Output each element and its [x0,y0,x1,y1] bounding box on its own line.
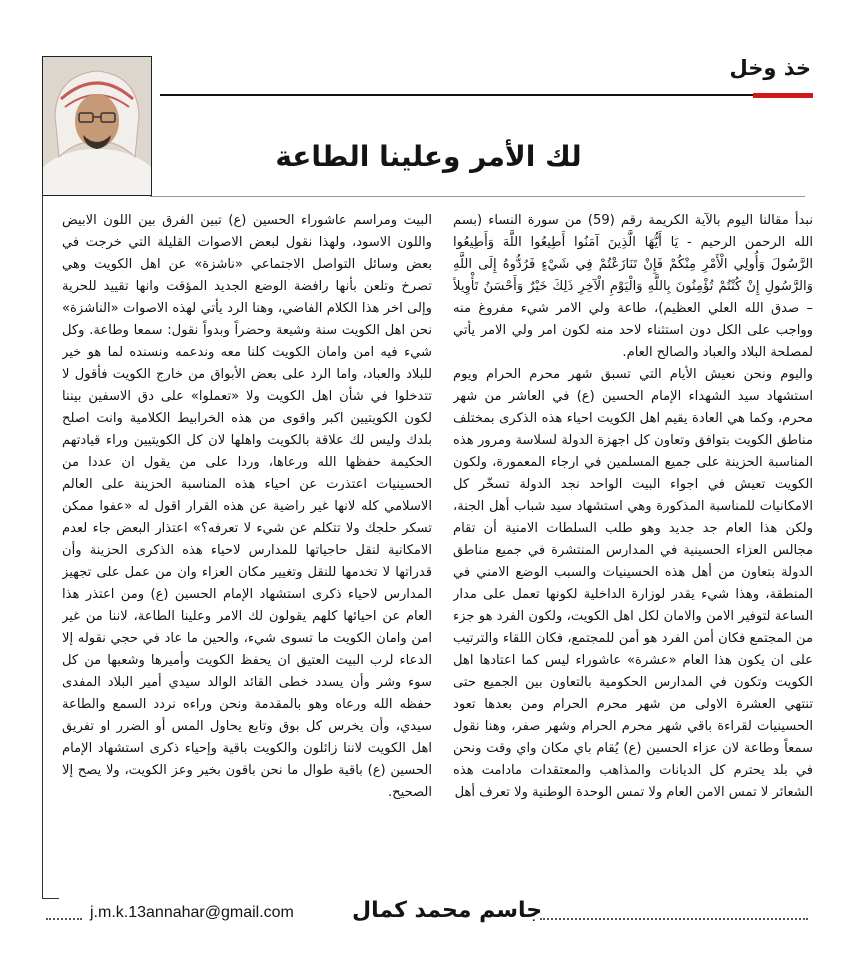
author-photo [42,56,152,196]
paragraph: واليوم ونحن نعيش الأيام التي تسبق شهر محرم الحرام ويوم استشهاد سيد الشهداء الإمام الحسين (ع) في العاشر من شهر محرم، وكما هي العادة يقيم اهل الكويت احياء هذه الذكرى بمختلف مناطق الكويت بتوافق وتعاون كل اجهزة الدولة لسلاسة ومرور هذه المناسبة الحزينة على جميع المسلمين في ارجاء المعمورة، ولكون الكويت تعيش في اجواء البيت الواحد نجد الدولة تسخّر كل الامكانيات للمناسبة المذكورة وهي استشهاد سيد شباب أهل الجنة، ولكن هذا العام جد جديد وهو طلب السلطات الامنية أن تقام مجالس العزاء الحسينية في المدارس المنتشرة في جميع مناطق الدولة بتعاون من أهل هذه الحسينيات والسبب الوضع الامني في المنطقة، وهذا شيء يقدر لوزارة الداخلية لكونها تعمل على مدار الساعة لتوفير الامن والامان لكل اهل الكويت، ولكون الفرد هو جزء من المجتمع فكان أمن الفرد هو أمن للمجتمع، فكان اللقاء والترتيب على ان يكون هذا العام «عشرة» عاشوراء ليس كما اعتادها اهل الكويت وتكون في المدارس الحكومية بالتعاون بين الجميع حتى تنتهي العشرة الاولى من شهر محرم الحرام ومن بعدها تعود الحسينيات لقراءة باقي شهر محرم الحرام وشهر صفر، وهنا نقول سمعاً وطاعة لان عزاء الحسين (ع) يُقام باي مكان واي وقت ونحن في بلد يحترم كل الديانات والمذاهب والمعتقدات مادامت هذه الشعائر لا تمس الامن العام ولا تمس الوحدة الوطنية ولا تعرف أهل [453,367,813,800]
author-name: جاسم محمد كمال [352,898,543,923]
article-column-left [62,210,432,880]
section-accent-bar [753,93,813,98]
frame-border-top [150,196,805,197]
dotted-rule [46,918,82,920]
headline: لك الأمر وعلينا الطاعة [275,140,582,173]
article-column-right [453,210,813,880]
section-rule [160,94,753,96]
paragraph: نبدأ مقالنا اليوم بالآية الكريمة رقم (59) من سورة النساء (بسم الله الرحمن الرحيم - يَا أَيُّهَا الَّذِينَ آمَنُوا أَطِيعُوا اللَّهَ وَأَطِيعُوا الرَّسُولَ وَأُولِي الْأَمْرِ مِنْكُمْ فَإِنْ تَنَازَعْتُمْ فِي شَيْءٍ فَرُدُّوهُ إِلَى اللَّهِ وَالرَّسُولِ إِنْ كُنْتُمْ تُؤْمِنُونَ بِاللَّهِ وَالْيَوْمِ الْآخِرِ ذَلِكَ خَيْرٌ وَأَحْسَنُ تَأْوِيلاً – صدق الله العلي العظيم)، طاعة ولي الامر شيء مفروغ منه وواجب على الكل دون استثناء لاحد منه لكون امر ولي الامر يأتي لمصلحة البلاد والعباد والصالح العام. [453,213,813,360]
frame-border-bottom [42,898,59,899]
paragraph: البيت ومراسم عاشوراء الحسين (ع) تبين الفرق بين اللون الابيض واللون الاسود، ولهذا نقول لبعض الاصوات القليلة التي خرجت في بعض وسائل التواصل الاجتماعي «ناشزة» عن اهل الكويت وهي تصرخ وتلعن بأنها رافضة الوضع الجديد المؤقت وانها تقييد للحرية وإلى اخر هذا الكلام الفاضي، وهنا الرد يأتي لهذه الاصوات «الناشزة» نحن اهل الكويت سنة وشيعة وحضراً وبدواً نقول: سمعا وطاعة. وكل شيء فيه امن وامان الكويت كلنا معه وندعمه ونسنده لما هو خير للبلاد والعباد، واما الرد على بعض الأبواق من خارج الكويت فأقول لا تتدخلوا في شأن اهل الكويت ولا «تعملوا» على دق الاسفين بيننا لكون الكويتيين اكبر واقوى من هذه الخرابيط الكلامية وانت اصلح بلدك وليس لك علاقة بالكويت واهلها لان كل الكويتيين وراء قيادتهم الحكيمة حفظها الله ورعاها، وردا على من يقول ان عددا من الحسينيات اعتذرت عن احياء هذه المناسبة الحزينة على العالم الاسلامي كله لانها غير راضية عن هذه القرار اقول له «عفوا ممكن تسكر حلجك ولا تتكلم عن شيء لا تعرفه؟» اعتذار البعض جاء لعدم الامكانية لنقل حاجياتها للمدارس لاحياء هذه الذكرى الحزينة وأن قدراتها لا تخدمها للنقل وتغيير مكان العزاء وان من عمل على تجهيز المدارس لاحياء ذكرى استشهاد الإمام الحسين (ع) ومن اعتذر هذا العام عن احيائها كلهم يقولون لك الامر وعلينا الطاعة، لاننا من غير امن وامان الكويت ما تسوى شيء، والحين ما عاد في حجي نقوله إلا الدعاء لرب البيت العتيق ان يحفظ الكويت وأميرها وشعبها من كل سوء وشر وأن يسدد خطى القائد الوالد سيدي أمير البلاد المفدى حفظه الله ورعاه وهو بالمقدمة ونحن وراءه نردد السمع والطاعة سيدي، وأن يخرس كل بوق وتابع يحاول المس أو الضرر او تفريق اهل الكويت لاننا زائلون والكويت باقية وإحياء ذكرى استشهاد الإمام الحسين (ع) باقية طوال ما نحن باقون بخير وعز الكويت، ولا يصح إلا الصحيح. [62,213,432,800]
dotted-rule [540,918,808,920]
section-label: خذ وخل [729,56,811,80]
frame-border-left [42,194,43,898]
author-email[interactable]: j.m.k.13annahar@gmail.com [90,904,294,921]
author-portrait-icon [43,57,151,195]
